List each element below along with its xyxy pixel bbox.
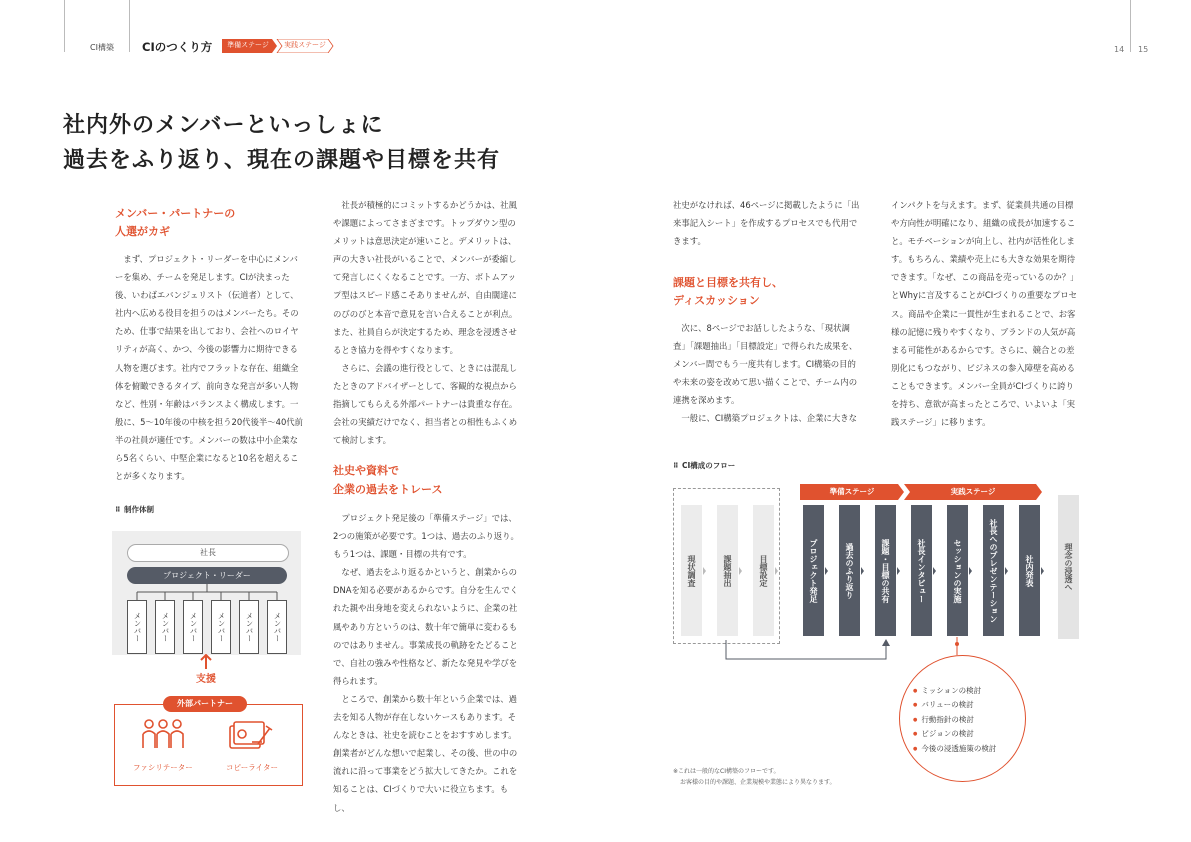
flow-step-presentation: 社長へのプレゼンテーション [983, 505, 1004, 636]
flow-step-interview: 社長インタビュー [911, 505, 932, 636]
org-member: メンバー [239, 600, 259, 654]
org-president: 社長 [127, 544, 289, 562]
col1-heading-1: メンバー・パートナーの [115, 207, 236, 220]
arrow-up-icon [199, 654, 213, 670]
col3-heading-2: ディスカッション [673, 294, 760, 307]
session-item: ● ビジョンの検討 [913, 727, 996, 741]
org-member: メンバー [211, 600, 231, 654]
stage-tag-prep: 準備ステージ [227, 41, 269, 49]
header-section: CI構築 [90, 43, 114, 52]
col1-heading-2: 人選がカギ [115, 225, 170, 238]
flow-step-issue: 課題抽出 [717, 505, 738, 636]
flow-arrows [670, 495, 1080, 670]
col2-paragraph: なぜ、過去をふり返るかというと、創業からのDNAを知る必要があるからです。自分を生んでくれた親や出身地を変えられないように、企業の社風やあり方というのは、数十年で簡単に変わるものではありません。事業成長の軌跡をたどることで、自社の強みや性格など、新たな発見や学びを得られます。 [333, 567, 519, 686]
org-leader: プロジェクト・リーダー [127, 567, 287, 584]
col1-paragraph: まず、プロジェクト・リーダーを中心にメンバーを集め、チームを発足します。CIが決まった後、いわばエバンジェリスト（伝道者）として、社内へ広める役目を担うのはメンバーたち。そのため、仕事で結果を出しており、会社へのロイヤリティが高く、かつ、今後の影響力に期待できる人物を選びます。社内でフラットな存在、組織全体を俯瞰できるタイプ、前向きな発言が多い人物など、性別・年齢はバランスよく構成します。一般に、5〜10年後の中核を担う20代後半〜40代前半の社員が適任です。メンバーの数は中小企業なら5名くらい、中堅企業になると10名を超えることが多くなります。 [115, 254, 304, 482]
flow-step-last: 理念の浸透へ [1058, 495, 1079, 639]
col2-paragraph: プロジェクト発足後の「準備ステージ」では、2つの施策が必要です。1つは、過去のふり返り。もう1つは、課題・目標の共有です。 [333, 513, 519, 560]
partner-title: 外部パートナー [163, 696, 247, 712]
flow-step-lookback: 過去のふり返り [839, 505, 860, 636]
col3-paragraph: 一般に、CI構築プロジェクトは、企業に大きな [673, 413, 858, 424]
flow-stage-practice: 実践ステージ [950, 487, 996, 496]
flow-label: ⠿ CI構成のフロー [673, 461, 736, 470]
flow-label-text: CI構成のフロー [682, 461, 736, 470]
stage-tag-practice: 実践ステージ [284, 41, 326, 49]
col2-heading-1: 社史や資料で [333, 464, 399, 477]
headline-line-1: 社内外のメンバーといっしょに [63, 113, 384, 138]
flow-note: お客様の目的や課題、企業規模や業態により異なります。 [680, 779, 836, 786]
col1-body [115, 250, 305, 485]
support-label: 支援 [196, 674, 216, 685]
flow-step-goal: 目標設定 [753, 505, 774, 636]
org-member: メンバー [267, 600, 287, 654]
flow-step-session: セッションの実施 [947, 505, 968, 636]
flow-notes [673, 766, 836, 788]
col2-paragraph: さらに、会議の進行役として、ときには混乱したときのアドバイザーとして、客観的な視点から指摘してもらえる外部パートナーは貴重な存在。会社の実績だけでなく、担当者との相性もふくめて検討します。 [333, 362, 518, 446]
col2-paragraph: 社長が積極的にコミットするかどうかは、社風や課題によってさまざまです。トップダウン型のメリットは意思決定が速いこと。デメリットは、声の大きい社長がいることで、メンバーが委縮して発言しにくくなることです。一方、ボトムアップ型はスピード感こそありませんが、自由闊達にのびのびと本音で意見を言い合えることが利点。また、社員自らが決定するため、理念を浸透させるとき協力を得やすくなります。 [333, 200, 518, 355]
col4-body [891, 196, 1079, 431]
header-divider [1130, 0, 1131, 52]
org-label: ⠿ 制作体制 [115, 505, 154, 514]
col2-body-1 [333, 196, 520, 449]
col2-body-2 [333, 509, 520, 817]
col2-heading-2: 企業の過去をトレース [333, 483, 443, 496]
partner-facilitator: ファシリテーター [133, 763, 193, 772]
col3-body-1 [673, 196, 860, 250]
flow-step-announce: 社内発表 [1019, 505, 1040, 636]
partner-copywriter: コピーライター [226, 763, 278, 772]
header-divider [129, 0, 130, 52]
header-divider [64, 0, 65, 52]
col3-paragraph: 社史がなければ、46ページに掲載したように「出来事記入シート」を作成するプロセスでも代用できます。 [673, 200, 860, 247]
session-item: ● ミッションの検討 [913, 684, 996, 698]
col2-paragraph: ところで、創業から数十年という企業では、過去を知る人物が存在しないケースもあります。そんなときは、社史を読むことをおすすめします。創業者がどんな想いで起業し、その後、世の中の流れに沿って事業をどう拡大してきたか。これを知ることは、CIづくりで大いに役立ちます。もし、 [333, 693, 518, 813]
flow-stage-prep: 準備ステージ [829, 487, 875, 496]
col4-paragraph: インパクトを与えます。まず、従業員共通の目標や方向性が明確になり、組織の成長が加速すること。モチベーションが向上し、社内が活性化します。もちろん、業績や売上にも大きな効果を期待できます。「なぜ、この商品を売っているのか？」とWhyに言及することがCIづくりの重要なプロセス。商品や企業に一貫性が生まれることで、お客様の記憶に残りやすくなり、ブランドの人気が高まる可能性があるからです。さらに、競合との差別化にもつながり、ビジネスの参入障壁を高めることもできます。メンバー全員がCIづくりに誇りを持ち、意欲が高まったところで、いよいよ「実践ステージ」に移ります。 [891, 200, 1079, 428]
flow-note: ※これは一般的なCI構築のフローです。 [673, 768, 780, 775]
org-label-text: 制作体制 [124, 505, 154, 514]
headline-line-2: 過去をふり返り、現在の課題や目標を共有 [63, 148, 501, 173]
flow-step-share: 課題・目標の共有 [875, 505, 896, 636]
org-member: メンバー [127, 600, 147, 654]
flow-step-launch: プロジェクト発足 [803, 505, 824, 636]
col3-body-2 [673, 319, 860, 428]
people-icon [140, 718, 186, 752]
session-item: ● 行動指針の検討 [913, 713, 996, 727]
col3-heading-1: 課題と目標を共有し、 [673, 276, 783, 289]
page-number-left: 14 [1114, 45, 1125, 54]
flow-step-survey: 現状調査 [681, 505, 702, 636]
org-member: メンバー [155, 600, 175, 654]
col3-paragraph: 次に、8ページでお話ししたような、「現状調査」「課題抽出」「目標設定」で得られた成果を、メンバー間でもう一度共有します。CI構築の目的や未来の姿を改めて思い描くことで、チーム内の連携を深めます。 [673, 323, 858, 406]
header-title: CIのつくり方 [142, 40, 213, 54]
session-list [913, 684, 996, 756]
session-item: ● 今後の浸透施策の検討 [913, 742, 996, 756]
writing-icon [228, 718, 274, 752]
page-number-right: 15 [1138, 45, 1149, 54]
org-member: メンバー [183, 600, 203, 654]
session-item: ● バリューの検討 [913, 698, 996, 712]
